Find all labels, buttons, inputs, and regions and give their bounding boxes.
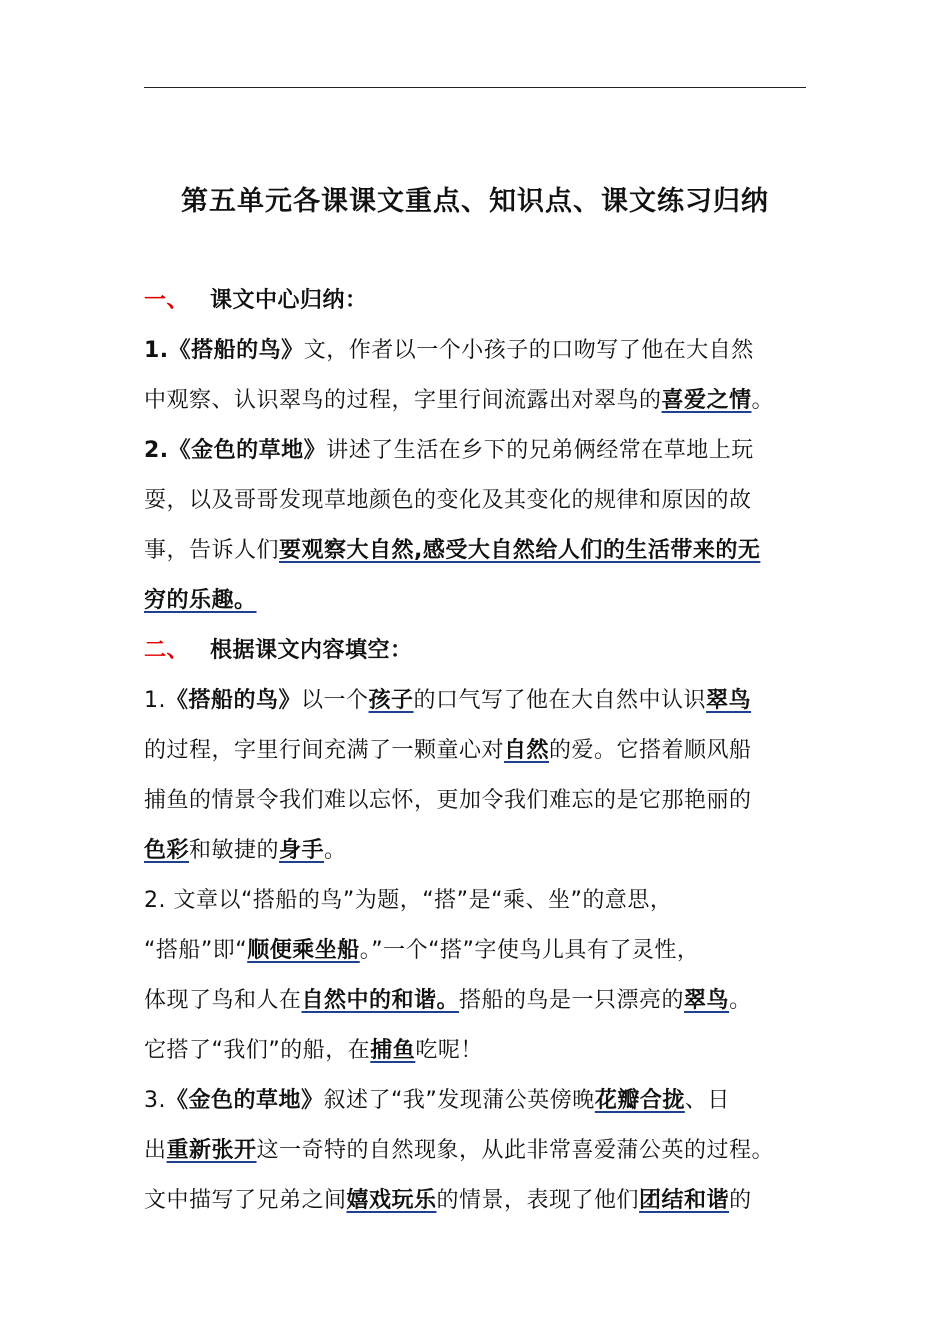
text-segment: 事，告诉人们 (144, 538, 280, 563)
text-segment: 文，作者以一个小孩子的口吻写了他在大自然 (303, 338, 754, 363)
item-number: 2. (144, 438, 169, 463)
text-segment: 中观察、认识翠鸟的过程，字里行间流露出对翠鸟的 (144, 388, 662, 413)
answer-underlined: 色彩 (144, 838, 190, 863)
text-segment: 搭船的鸟是一只漂亮的 (459, 988, 685, 1013)
book-title: 《搭船的鸟》 (166, 688, 302, 713)
paragraph-line (144, 534, 824, 568)
answer-underlined: 自然 (504, 738, 550, 763)
answer-underlined: 翠鸟 (684, 988, 730, 1013)
text-segment: 的情景，表现了他们 (436, 1188, 640, 1213)
paragraph-line (144, 784, 824, 818)
answer-underlined: 要观察大自然,感受大自然给人们的生活带来的无 (279, 538, 761, 563)
paragraph-line (144, 434, 824, 468)
book-title: 《金色的草地》 (168, 438, 327, 463)
text-segment: 这一奇特的自然现象，从此非常喜爱蒲公英的过程。 (256, 1138, 775, 1163)
paragraph-line (144, 684, 824, 718)
text-segment: 的 (729, 1188, 752, 1213)
answer-underlined: 嬉戏玩乐 (346, 1188, 437, 1213)
section-heading-text: 课文中心归纳： (210, 288, 368, 313)
page-title: 第五单元各课课文重点、知识点、课文练习归纳 (181, 186, 769, 217)
section-heading-1 (144, 284, 824, 318)
book-title: 《金色的草地》 (166, 1088, 324, 1113)
text-segment: 以一个 (301, 688, 369, 713)
text-segment: 讲述了生活在乡下的兄弟俩经常在草地上玩 (326, 438, 754, 463)
paragraph-line (144, 834, 824, 868)
text-segment: 。 (751, 388, 775, 413)
text-segment: 的爱。它搭着顺风船 (549, 738, 752, 763)
header-rule (144, 87, 806, 88)
answer-underlined: 花瓣合拢 (594, 1088, 685, 1113)
paragraph-line (144, 484, 824, 518)
answer-underlined: 捕鱼 (370, 1038, 416, 1063)
text-segment: 体现了鸟和人在 (144, 988, 302, 1013)
section-number: 二、 (144, 638, 190, 663)
text-segment: 吃呢！ (415, 1038, 483, 1063)
text-segment: 。”一个“搭”字使鸟儿具有了灵性， (359, 938, 700, 963)
text-segment: 出 (144, 1138, 167, 1163)
text-segment: 和敏捷的 (189, 838, 280, 863)
paragraph-line (144, 934, 824, 968)
answer-underlined: 翠鸟 (706, 688, 752, 713)
text-segment: 的口气写了他在大自然中认识 (413, 688, 707, 713)
item-number: 1. (144, 688, 166, 713)
paragraph-line (144, 984, 824, 1018)
paragraph-line (144, 1184, 824, 1218)
paragraph-line (144, 384, 824, 418)
text-segment: 文中描写了兄弟之间 (144, 1188, 347, 1213)
paragraph-line (144, 1034, 824, 1068)
section-heading-2 (144, 634, 824, 668)
answer-underlined: 孩子 (368, 688, 414, 713)
paragraph-line (144, 334, 824, 368)
paragraph-line (144, 1084, 824, 1118)
paragraph-line (144, 734, 824, 768)
answer-underlined: 重新张开 (166, 1138, 257, 1163)
answer-underlined: 自然中的和谐。 (301, 988, 460, 1013)
section-number: 一、 (144, 288, 190, 313)
paragraph-line (144, 1134, 824, 1168)
answer-underlined: 身手 (279, 838, 325, 863)
section-heading-text: 根据课文内容填空： (210, 638, 413, 663)
item-number: 3. (144, 1088, 166, 1113)
answer-underlined: 顺便乘坐船 (247, 938, 360, 963)
book-title: 《搭船的鸟》 (168, 338, 304, 363)
text-segment: 叙述了“我”发现蒲公英傍晚 (323, 1088, 595, 1113)
text-segment: 它搭了“我们”的船，在 (144, 1038, 371, 1063)
text-segment: 、日 (684, 1088, 730, 1113)
answer-underlined: 穷的乐趣。 (144, 588, 257, 613)
text-segment: 。 (729, 988, 752, 1013)
text-segment: 捕鱼的情景令我们难以忘怀，更加令我们难忘的是它那艳丽的 (144, 788, 752, 813)
text-segment: “搭船”即“ (144, 938, 248, 963)
answer-underlined: 喜爱之情 (661, 388, 752, 413)
text-segment: 的过程，字里行间充满了一颗童心对 (144, 738, 505, 763)
text-segment: 2. 文章以“搭船的鸟”为题，“搭”是“乘、坐”的意思， (144, 888, 673, 913)
answer-underlined: 团结和谐 (639, 1188, 730, 1213)
item-number: 1. (144, 338, 169, 363)
paragraph-line (144, 584, 824, 618)
paragraph-line (144, 884, 824, 918)
text-segment: 。 (324, 838, 347, 863)
text-segment: 耍，以及哥哥发现草地颜色的变化及其变化的规律和原因的故 (144, 488, 752, 513)
